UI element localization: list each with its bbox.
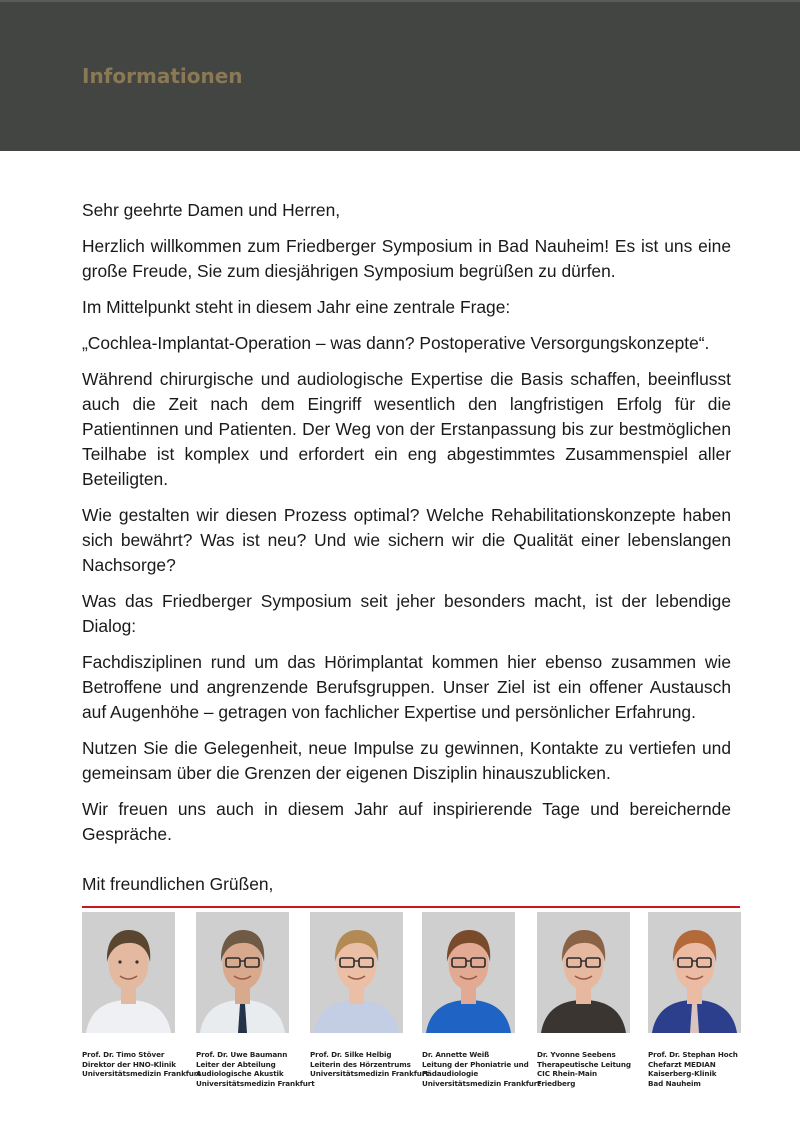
letter-paragraph: Im Mittelpunkt steht in diesem Jahr eine zentrale Frage: [82,297,511,317]
page-header [0,0,800,151]
signature-divider [82,906,740,908]
signatory-caption [648,1050,758,1088]
signatory-card [196,912,315,1088]
signatory-caption [310,1050,429,1079]
signatory-card [82,912,201,1079]
letter-paragraph: „Cochlea-Implantat-Operation – was dann? Postoperative Versorgungskonzepte“. [82,333,710,353]
letter-paragraph: Herzlich willkommen zum Friedberger Symposium in Bad Nauheim! Es ist uns eine große Freude, Sie zum diesjährigen Symposium begrüßen zu dürfen. [82,236,731,281]
signatory-name: Prof. Dr. Uwe Baumann [196,1050,288,1059]
portrait-illustration [648,912,741,1033]
signatory-name: Prof. Dr. Silke Helbig [310,1050,392,1059]
letter-paragraph: Wie gestalten wir diesen Prozess optimal? Welche Rehabilitationskonzepte haben sich bewährt? Was ist neu? Und wie sichern wir die Qualität einer lebenslangen Nachsorge? [82,505,731,575]
letter-paragraph: Nutzen Sie die Gelegenheit, neue Impulse zu gewinnen, Kontakte zu vertiefen und gemeinsam über die Grenzen der eigenen Disziplin hinauszublicken. [82,738,731,783]
signatory-institution: Universitätsmedizin Frankfurt [422,1078,541,1088]
portrait-illustration [82,912,175,1033]
portrait-eye-right [135,960,138,963]
signatory-role: Leiter der Abteilung [196,1059,276,1069]
signatory-card [648,912,758,1088]
portrait-eye-left [118,960,121,963]
portrait-illustration [310,912,403,1033]
portrait-photo [82,912,175,1033]
letter-paragraph: Fachdisziplinen rund um das Hörimplantat kommen hier ebenso zusammen wie Betroffene und angrenzende Berufsgruppen. Unser Ziel ist ein offener Austausch auf Augenhöhe – getragen von fachlicher Expertise und persönlicher Erfahrung. [82,652,731,722]
portrait-photo [310,912,403,1033]
signatory-location: Bad Nauheim [648,1078,701,1088]
portrait-photo [422,912,515,1033]
signatory-role: Leitung der Phoniatrie und [422,1059,529,1069]
signatory-institution: Kaiserberg-Klinik [648,1069,717,1079]
portrait-photo [537,912,630,1033]
signatory-department: Audiologische Akustik [196,1069,284,1079]
signatory-institution: CIC Rhein-Main [537,1069,597,1079]
signatory-name: Dr. Yvonne Seebens [537,1050,616,1059]
signatory-card [310,912,429,1079]
signatory-location: Friedberg [537,1078,576,1088]
signatory-caption [537,1050,647,1088]
signatory-name: Prof. Dr. Timo Stöver [82,1050,165,1059]
letter-salutation: Sehr geehrte Damen und Herren, [82,200,341,220]
signatory-department: Pädaudiologie [422,1069,479,1079]
letter-paragraph: Während chirurgische und audiologische Expertise die Basis schaffen, beeinflusst auch die Zeit nach dem Eingriff wesentlich den langfristigen Erfolg für die Patientinnen und Patienten. Der Weg von der Erstanpassung bis zur bestmöglichen Teilhabe ist komplex und erfordert ein eng abgestimmtes Zusammenspiel aller Beteiligten. [82,369,731,489]
signatory-role: Therapeutische Leitung [537,1059,631,1069]
portrait-illustration [537,912,630,1033]
signatory-card [422,912,541,1088]
portrait-photo [648,912,741,1033]
welcome-letter [82,198,731,858]
signatory-name: Dr. Annette Weiß [422,1050,490,1059]
signatory-caption [196,1050,315,1088]
signatory-role: Leiterin des Hörzentrums [310,1059,411,1069]
signatory-card [537,912,647,1088]
signatory-institution: Universitätsmedizin Frankfurt [82,1069,201,1079]
signatory-name: Prof. Dr. Stephan Hoch [648,1050,738,1059]
signatory-role: Chefarzt MEDIAN [648,1059,716,1069]
signatories [0,912,800,1112]
portrait-photo [196,912,289,1033]
portrait-illustration [422,912,515,1033]
portrait-illustration [196,912,289,1033]
signatory-role: Direktor der HNO-Klinik [82,1059,176,1069]
signatory-caption [82,1050,201,1079]
signatory-institution: Universitätsmedizin Frankfurt [310,1069,429,1079]
letter-paragraph: Wir freuen uns auch in diesem Jahr auf inspirierende Tage und bereichernde Gespräche. [82,799,731,844]
letter-paragraph: Was das Friedberger Symposium seit jeher besonders macht, ist der lebendige Dialog: [82,591,731,636]
letter-closing: Mit freundlichen Grüßen, [82,874,274,894]
signatory-institution: Universitätsmedizin Frankfurt [196,1078,315,1088]
page-title: Informationen [82,64,243,88]
signatory-caption [422,1050,541,1088]
